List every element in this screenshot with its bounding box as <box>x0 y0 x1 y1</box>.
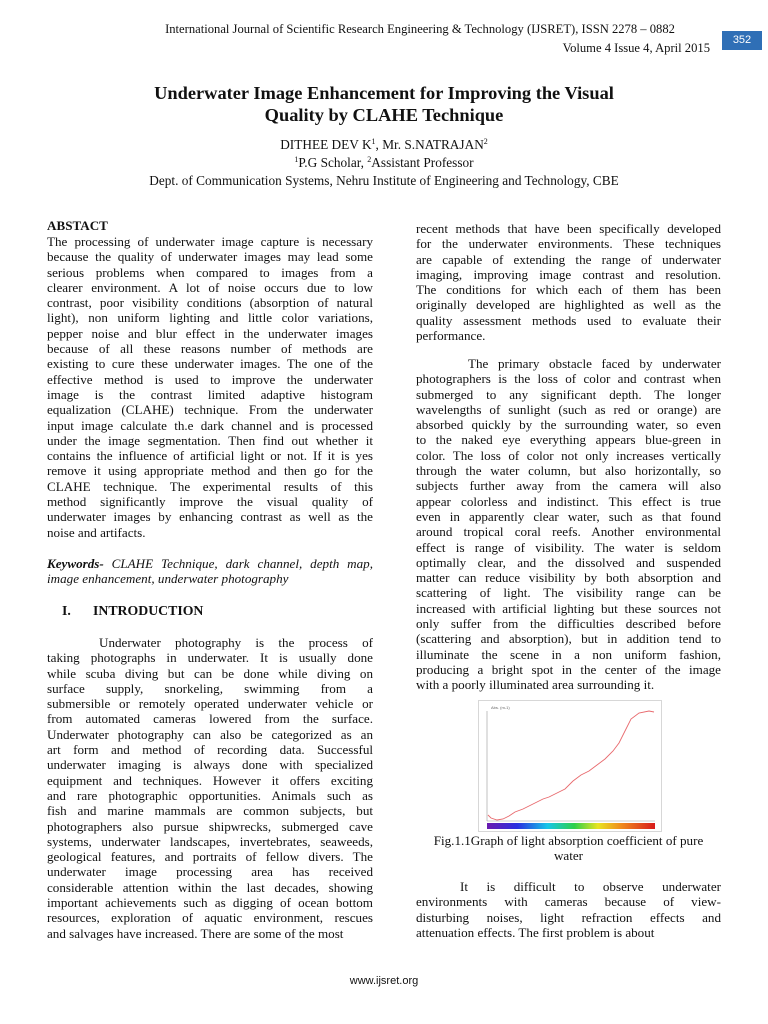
text-line: effective method is used to improve the underwater <box>47 371 373 387</box>
text-line: and rare photographic opportunities. Animals such as <box>47 787 373 803</box>
text-line: attenuation effects. The first problem is about <box>416 924 655 940</box>
axis-label: Abs. (m-1) <box>491 705 510 710</box>
text-line: taking photographs in underwater. It is usually done <box>47 650 373 666</box>
text-line: Underwater photography is the process of <box>99 635 373 650</box>
text-line: pepper noise and blur effect in the underwater images <box>47 325 373 341</box>
text-line: remove it using appropriate method and then go for the <box>47 463 373 479</box>
right-paragraph-3 <box>416 879 721 940</box>
text-line: serious problems when compared to images from a <box>47 264 373 280</box>
text-line: to the naked eye everything appears blue-green in <box>416 432 721 448</box>
title-line-2: Quality by CLAHE Technique <box>264 105 504 125</box>
text-line: input image calculate th.e dark channel and is processed <box>47 417 373 433</box>
text-line: clearer environment. A lot of noise occurs due to low <box>47 279 373 295</box>
text-line: subjects further away from the camera will also <box>416 478 721 494</box>
text-line: because the quality of underwater images may lead some <box>47 249 373 265</box>
role-1: P.G Scholar, <box>298 155 368 170</box>
paper-title <box>0 82 768 126</box>
text-line: disturbing noises, light refraction effects and <box>416 909 721 925</box>
text-line: equipment and techniques. However it offers exciting <box>47 772 373 788</box>
introduction-body <box>47 635 373 941</box>
text-line: originally developed are highlighted as well as the <box>416 297 721 313</box>
text-line: environments with cameras because of view- <box>416 894 721 910</box>
caption-line-2: water <box>553 848 584 864</box>
text-line: underwater imaging is always done with specialized <box>47 757 373 773</box>
text-line: underwater image processing area has received <box>47 864 373 880</box>
author-2: Mr. S.NATRAJAN <box>382 137 484 152</box>
text-line: contrast, poor visibility conditions (absorption of natural <box>47 295 373 311</box>
text-line: and salvages have increased. There are some of the most <box>47 925 344 941</box>
absorption-curve <box>488 711 654 820</box>
text-line: effect is range of visibility. The water is seldom <box>416 539 721 555</box>
role-1-sup: 1 <box>294 155 299 164</box>
abstract-body <box>47 234 373 540</box>
text-line: art form and method of recording data. Successful <box>47 742 373 758</box>
text-line: optimally clear, and the dissolved and suspended <box>416 554 721 570</box>
text-line: are capable of extending the range of underwater <box>416 251 721 267</box>
text-line: (scattering and absorption), but in addition tend to <box>416 631 721 647</box>
text-line: The conditions for which each of them has been <box>416 282 721 298</box>
text-line: absorbed quickly by the surrounding water, so even <box>416 417 721 433</box>
text-line: Underwater photography can also be categorized as an <box>47 726 373 742</box>
keywords-label: Keywords- <box>47 556 104 571</box>
text-line: geological features, and portraits of fellow divers. The <box>47 849 373 865</box>
text-line: method significantly improve the visual quality of <box>47 494 373 510</box>
text-line: illuminate the scene in a non uniform fashion, <box>416 646 721 662</box>
right-paragraph-1 <box>416 221 721 343</box>
text-line: performance. <box>416 328 486 344</box>
text-line: fish and marine mammals are common subjects, but <box>47 803 373 819</box>
author-line <box>0 137 768 153</box>
keywords-text-2: image enhancement, underwater photography <box>47 571 289 587</box>
text-line: systems, underwater landscapes, invertebrates, seaweeds, <box>47 833 373 849</box>
absorption-graph <box>479 701 661 831</box>
text-line: producing a bright spot in the center of the image <box>416 661 721 677</box>
text-line: noise and artifacts. <box>47 524 146 540</box>
keywords-text-1: CLAHE Technique, dark channel, depth map, <box>103 556 373 571</box>
text-line: even in apparently clear water, such as that found <box>416 508 721 524</box>
text-line: submerged to any significant depth. The longer <box>416 386 721 402</box>
text-line: considerable attention within the last decades, showing <box>47 879 373 895</box>
text-line: from automated cameras lowered from the surface. <box>47 711 373 727</box>
text-line: while scuba diving but can be done while diving on <box>47 665 373 681</box>
role-2-sup: 2 <box>367 155 372 164</box>
author-separator: , <box>375 137 383 152</box>
text-line: color. The loss of color not only increases vertically <box>416 447 721 463</box>
text-line: underwater images by enhancing contrast as well as the <box>47 509 373 525</box>
department: Dept. of Communication Systems, Nehru Institute of Engineering and Technology, CBE <box>149 173 619 188</box>
abstract-heading: ABSTACT <box>47 218 108 233</box>
keywords-line-2 <box>47 571 373 586</box>
title-line-1: Underwater Image Enhancement for Improving the Visual <box>154 83 614 103</box>
text-line: scattering of light. The visibility range can be <box>416 585 721 601</box>
absorption-graph-figure <box>478 700 662 832</box>
text-line: It is difficult to observe underwater <box>460 879 721 894</box>
text-line: under the image segmentation. Then find out whether it <box>47 432 373 448</box>
text-line: appear colorless and indistinct. This effect is true <box>416 493 721 509</box>
section-number: I. <box>62 603 71 618</box>
keywords-line-1 <box>47 556 373 571</box>
author-roles <box>0 155 768 171</box>
author-1: DITHEE DEV K <box>280 137 372 152</box>
caption-line-1: Fig.1.1Graph of light absorption coefficient of pure <box>433 833 704 848</box>
page-number-badge: 352 <box>722 31 762 50</box>
figure-caption <box>416 833 721 864</box>
visible-spectrum-bar <box>487 823 655 829</box>
text-line: submersible or remotely operated underwater vehicle or <box>47 696 373 712</box>
text-line: image is the contrast limited adaptive histogram <box>47 386 373 402</box>
text-line: increased with artificial lighting but these sources not <box>416 600 721 616</box>
right-paragraph-2 <box>416 356 721 693</box>
author-1-sup: 1 <box>371 137 376 146</box>
text-line: matter can reduce visibility by both absorption and <box>416 570 721 586</box>
keywords <box>47 556 373 587</box>
volume-info: Volume 4 Issue 4, April 2015 <box>562 41 710 55</box>
text-line: resources, exploration of aquatic environment, rescues <box>47 910 373 926</box>
text-line: The processing of underwater image capture is necessary <box>47 234 373 249</box>
text-line: CLAHE technique. The experimental results of this <box>47 478 373 494</box>
text-line: surface supply, snorkeling, swimming from a <box>47 680 373 696</box>
text-line: for the underwater environments. These techniques <box>416 236 721 252</box>
text-line: contains the influence of artificial light or not. If it is yes <box>47 448 373 464</box>
footer-url: www.ijsret.org <box>349 975 419 987</box>
section-title: INTRODUCTION <box>93 603 204 618</box>
text-line: photographers also pursue shipwrecks, submerged cave <box>47 818 373 834</box>
text-line: recent methods that have been specifically developed <box>416 221 721 236</box>
text-line: light), non uniform lighting and little color variations, <box>47 310 373 326</box>
text-line: around tropical coral reefs. Another environmental <box>416 524 721 540</box>
text-line: existing to cure these underwater images. The one of the <box>47 356 373 372</box>
text-line: with a poorly illuminated area surrounding it. <box>416 677 655 693</box>
text-line: The primary obstacle faced by underwater <box>468 356 721 371</box>
text-line: wavelengths of sunlight (such as red or orange) are <box>416 401 721 417</box>
text-line: photographers is the loss of color and contrast when <box>416 371 721 387</box>
text-line: quality assessment methods used to evaluate their <box>416 312 721 328</box>
introduction-heading <box>62 603 203 619</box>
text-line: through the water column, but also horizontally, so <box>416 463 721 479</box>
author-2-sup: 2 <box>483 137 488 146</box>
text-line: imaging, improving image contrast and resolution. <box>416 266 721 282</box>
text-line: because of all these reasons number of methods are <box>47 341 373 357</box>
journal-header: International Journal of Scientific Research Engineering & Technology (IJSRET), ISSN 2278 – 0882 <box>165 22 675 36</box>
text-line: only suffer from the difficulties described before <box>416 616 721 632</box>
text-line: important achievements such as digging of ocean bottom <box>47 895 373 911</box>
text-line: equalization (CLAHE) technique. From the underwater <box>47 402 373 418</box>
role-2: Assistant Professor <box>371 155 474 170</box>
